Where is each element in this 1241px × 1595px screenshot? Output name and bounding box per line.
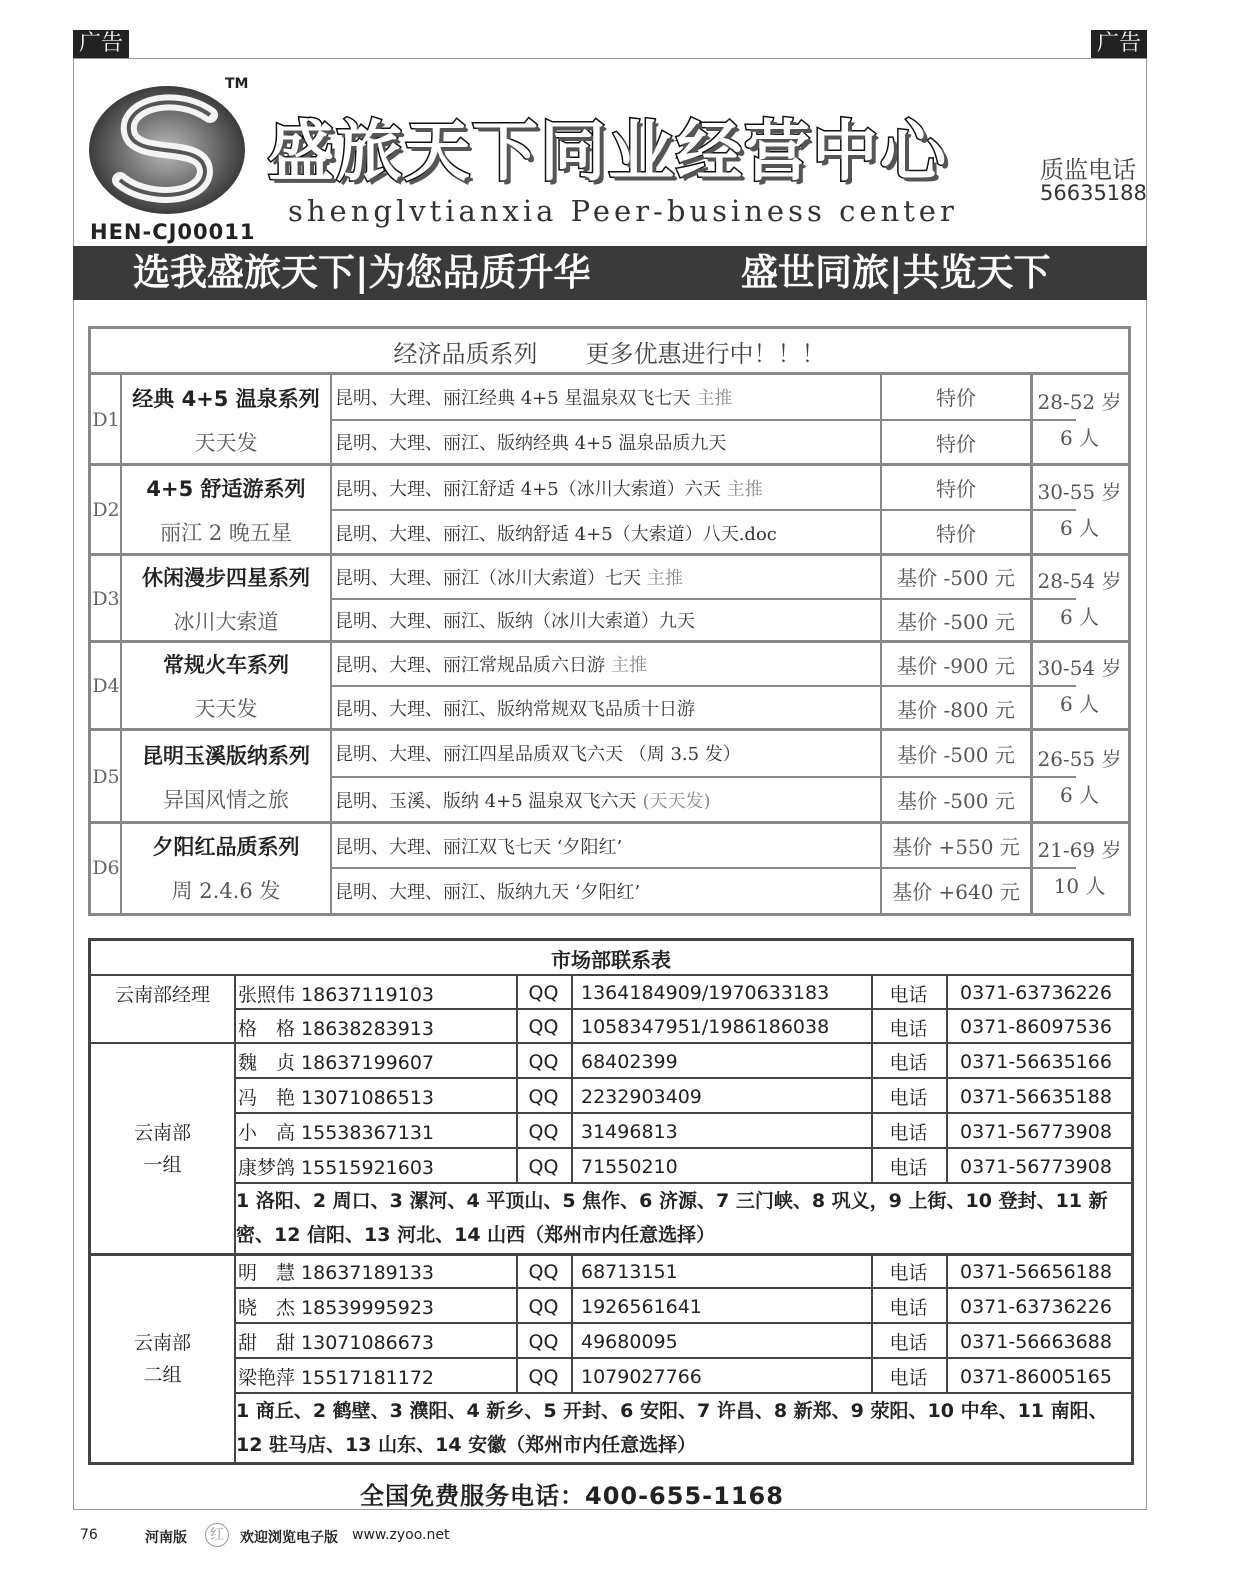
qq-number: 31496813 [581, 1120, 678, 1143]
table-rule [330, 555, 332, 642]
qq-label: QQ [528, 982, 559, 1004]
table-rule [880, 823, 882, 913]
group1-areas: 1 洛阳、2 周口、3 漯河、4 平顶山、5 焦作、6 济源、7 三门峡、8 巩义，9 上街、10 登封、11 新密、12 信阳、13 河北、14 山西（郑州市内任意选择） [236, 1190, 1108, 1246]
route-text: 昆明、大理、丽江、版纳常规双飞品质十日游 [335, 699, 695, 720]
route-price: 基价 +640 元 [892, 880, 1020, 904]
table-rule [91, 553, 1128, 556]
group-label-line: 云南部 [133, 1122, 191, 1144]
qq-label: QQ [528, 1155, 559, 1178]
table-rule [871, 1044, 873, 1079]
table-rule [571, 976, 573, 1010]
route-text: 昆明、大理、丽江经典 4+5 星温泉双飞七天 [335, 387, 691, 409]
route-item [331, 374, 881, 420]
tel-label: 电话 [889, 1052, 928, 1074]
series-code: D4 [92, 675, 120, 697]
table-rule [120, 730, 122, 823]
contact-name-phone: 梁艳萍 15517181172 [238, 1367, 435, 1389]
table-rule [946, 1044, 948, 1079]
tel-number: 0371-86005165 [960, 1365, 1112, 1388]
route-text: 昆明、大理、丽江、版纳经典 4+5 温泉品质九天 [335, 433, 727, 455]
contact-name-phone: 冯 艳 13071086513 [238, 1087, 435, 1109]
table-rule [880, 374, 882, 465]
contact-name-phone: 张照伟 18637119103 [238, 983, 435, 1006]
page-title: 盛旅天下同业经营中心 [268, 113, 948, 190]
route-text: 昆明、大理、丽江常规品质六日游 [335, 655, 605, 676]
table-rule [1030, 465, 1033, 555]
website-link[interactable]: www.zyoo.net [352, 1527, 450, 1543]
table-rule [516, 1149, 518, 1184]
qq-label: QQ [528, 1050, 559, 1073]
qq-number: 1058347951/1986186038 [581, 1016, 830, 1038]
route-tag: 主推 [647, 567, 683, 589]
age-range: 28-54 岁 [1037, 568, 1122, 593]
table-rule [571, 1359, 573, 1394]
series-name-cell [121, 374, 331, 465]
table-rule [516, 1079, 518, 1114]
swirl-logo-icon [85, 80, 255, 220]
group-size: 6 人 [1059, 516, 1100, 540]
route-price: 基价 -500 元 [897, 789, 1015, 814]
age-range: 30-55 岁 [1037, 480, 1122, 504]
series-name-cell [121, 642, 331, 730]
route-tag: 主推 [726, 478, 763, 500]
table-rule [571, 1254, 573, 1289]
group-size: 6 人 [1059, 604, 1100, 629]
qq-label: QQ [528, 1365, 559, 1388]
qq-number: 1926561641 [581, 1295, 702, 1318]
series-name: 昆明玉溪版纳系列 [142, 743, 310, 768]
table-rule [330, 374, 332, 465]
route-item [331, 555, 881, 599]
table-rule [516, 1359, 518, 1394]
qq-number: 68713151 [581, 1260, 678, 1283]
series-code: D2 [92, 499, 120, 521]
route-text: 昆明、大理、丽江双飞七天 ‘夕阳红’ [335, 836, 623, 858]
route-price: 基价 -800 元 [897, 697, 1015, 722]
series-name: 夕阳红品质系列 [152, 835, 300, 859]
table-rule [234, 976, 236, 1010]
route-item [331, 686, 881, 730]
contact-name-phone: 晓 杰 18539995923 [238, 1297, 435, 1319]
table-rule [516, 976, 518, 1010]
table-rule [571, 1324, 573, 1359]
group-size: 6 人 [1059, 692, 1100, 716]
qq-number: 2232903409 [581, 1085, 702, 1108]
series-name-cell [121, 823, 331, 913]
table-rule [1030, 642, 1033, 730]
route-price: 基价 -500 元 [897, 742, 1015, 767]
series-name-cell [121, 555, 331, 642]
contact-name-phone: 康梦鸽 15515921603 [238, 1157, 435, 1179]
group2-label [91, 1254, 234, 1464]
route-text: 昆明、大理、丽江四星品质双飞六天 （周 3.5 发） [335, 744, 741, 766]
tel-label: 电话 [889, 1332, 928, 1354]
table-rule [234, 1114, 236, 1149]
table-rule [330, 642, 332, 730]
route-tag: 主推 [696, 387, 733, 409]
qq-number: 1079027766 [581, 1365, 702, 1388]
table-rule [871, 1114, 873, 1149]
table-rule [880, 730, 882, 823]
age-people-cell [1031, 823, 1128, 913]
age-people-cell [1031, 730, 1128, 823]
route-item [331, 465, 881, 510]
table-rule [234, 1359, 236, 1394]
table-rule [330, 465, 332, 555]
group1-label [91, 1044, 234, 1254]
table-rule [946, 1289, 948, 1324]
age-range: 21-69 岁 [1037, 838, 1122, 862]
series-name: 4+5 舒适游系列 [146, 477, 306, 501]
contact-table-title: 市场部联系表 [551, 947, 671, 972]
route-price: 基价 -900 元 [897, 653, 1015, 678]
contact-name-phone: 魏 贞 18637199607 [238, 1052, 435, 1074]
qq-label: QQ [528, 1330, 559, 1353]
tel-label: 电话 [889, 1297, 928, 1319]
table-rule [871, 1324, 873, 1359]
slogan-right: 盛世同旅|共览天下 [741, 251, 1051, 294]
route-price: 特价 [936, 522, 976, 546]
tel-label: 电话 [889, 1122, 928, 1144]
table-rule [571, 1010, 573, 1044]
tel-number: 0371-56663688 [960, 1330, 1112, 1353]
route-text: 昆明、大理、丽江、版纳九天 ‘夕阳红’ [335, 881, 641, 903]
series-name-cell [121, 730, 331, 823]
series-name: 经典 4+5 温泉系列 [132, 386, 320, 411]
welcome-text: 欢迎浏览电子版 [240, 1530, 338, 1546]
group-label-line: 云南部 [133, 1332, 191, 1354]
table-rule [946, 1149, 948, 1184]
series-code: D5 [92, 765, 120, 788]
series-departure: 天天发 [194, 697, 258, 721]
qq-label: QQ [528, 1295, 559, 1318]
series-departure: 异国风情之旅 [163, 787, 289, 812]
route-item [331, 510, 881, 555]
table-rule [871, 1149, 873, 1184]
contact-name-phone: 明 慧 18637189133 [238, 1262, 435, 1284]
series-departure: 冰川大索道 [173, 609, 279, 634]
table-rule [91, 728, 1128, 731]
tel-number: 0371-56635166 [960, 1050, 1112, 1073]
table-rule [234, 1079, 236, 1114]
route-text: 昆明、大理、丽江（冰川大索道）七天 [335, 567, 641, 589]
qc-label: 质监电话 [1040, 156, 1136, 184]
series-departure: 天天发 [194, 430, 258, 455]
table-rule [946, 1324, 948, 1359]
table-rule [120, 555, 122, 642]
edition-badge-icon: 红 [205, 1523, 229, 1547]
table-rule [1030, 555, 1033, 642]
manager-label: 云南部经理 [114, 983, 210, 1006]
qc-phone: 56635188 [1040, 181, 1147, 205]
series-code: D3 [92, 587, 120, 610]
table-rule [1030, 730, 1033, 823]
route-price: 基价 +550 元 [892, 835, 1020, 859]
series-code: D1 [92, 408, 120, 431]
table-rule [120, 374, 122, 465]
group-label-line: 一组 [143, 1154, 182, 1176]
qq-label: QQ [528, 1016, 559, 1038]
route-item [331, 823, 881, 868]
tel-number: 0371-86097536 [960, 1016, 1112, 1038]
table-rule [234, 1149, 236, 1184]
qq-number: 49680095 [581, 1330, 678, 1353]
tel-label: 电话 [889, 1367, 928, 1389]
table-rule [516, 1010, 518, 1044]
table-rule [1030, 823, 1033, 913]
tel-number: 0371-63736226 [960, 982, 1112, 1004]
tel-label: 电话 [889, 983, 928, 1006]
series-departure: 丽江 2 晚五星 [160, 521, 292, 545]
table-rule [946, 1010, 948, 1044]
table-rule [871, 1359, 873, 1394]
table-rule [120, 823, 122, 913]
tel-number: 0371-56773908 [960, 1120, 1112, 1143]
table-rule [871, 1289, 873, 1324]
age-people-cell [1031, 555, 1128, 642]
series-departure: 周 2.4.6 发 [171, 879, 281, 903]
table-rule [571, 1289, 573, 1324]
route-text: 昆明、大理、丽江、版纳（冰川大索道）九天 [335, 611, 695, 633]
tel-number: 0371-56656188 [960, 1260, 1112, 1283]
route-item [331, 420, 881, 466]
page-number: 76 [80, 1527, 98, 1543]
table-rule [946, 976, 948, 1010]
route-item [331, 868, 881, 913]
tel-number: 0371-56635188 [960, 1085, 1112, 1108]
group-size: 10 人 [1053, 874, 1106, 898]
slogan-left: 选我盛旅天下|为您品质升华 [133, 251, 591, 294]
table-rule [880, 465, 882, 555]
tel-label: 电话 [889, 1262, 928, 1284]
table-rule [234, 1289, 236, 1324]
trademark-mark: TM [225, 76, 249, 92]
age-range: 30-54 岁 [1037, 656, 1122, 680]
product-table [88, 326, 1131, 916]
route-text: 昆明、大理、丽江舒适 4+5（冰川大索道）六天 [335, 478, 721, 500]
table-rule [946, 1114, 948, 1149]
ad-label-right: 广告 [1091, 30, 1147, 58]
route-price: 特价 [936, 477, 976, 501]
table-rule [571, 1114, 573, 1149]
qq-label: QQ [528, 1085, 559, 1108]
page-subtitle: shenglvtianxia Peer-business center [288, 194, 958, 228]
table-rule [946, 1359, 948, 1394]
qq-label: QQ [528, 1260, 559, 1283]
group-label-line: 二组 [143, 1364, 182, 1386]
table-rule [871, 976, 873, 1010]
tel-label: 电话 [889, 1017, 928, 1040]
route-tag: 主推 [611, 655, 647, 676]
series-code: D6 [92, 857, 120, 879]
table-rule [234, 1184, 236, 1254]
group-size: 6 人 [1059, 425, 1100, 450]
table-rule [571, 1079, 573, 1114]
table-rule [91, 821, 1128, 824]
table-rule [946, 1079, 948, 1114]
contact-name-phone: 格 格 18638283913 [238, 1017, 435, 1040]
series-name-cell [121, 465, 331, 555]
table-rule [871, 1010, 873, 1044]
slogan-banner [73, 246, 1147, 300]
tel-label: 电话 [889, 1157, 928, 1179]
qq-number: 71550210 [581, 1155, 678, 1178]
group2-areas: 1 商丘、2 鹤壁、3 濮阳、4 新乡、5 开封、6 安阳、7 许昌、8 新郑、9 荥阳、10 中牟、11 南阳、12 驻马店、13 山东、14 安徽（郑州市内任意选择） [236, 1400, 1108, 1456]
series-name: 常规火车系列 [163, 653, 289, 677]
table-rule [234, 1324, 236, 1359]
age-people-cell [1031, 374, 1128, 465]
route-item [331, 599, 881, 643]
route-price: 特价 [936, 386, 976, 411]
ad-label-left: 广告 [73, 30, 129, 58]
tel-number: 0371-63736226 [960, 1295, 1112, 1318]
table-rule [120, 642, 122, 730]
table-rule [516, 1114, 518, 1149]
tel-label: 电话 [889, 1087, 928, 1109]
table-rule [234, 1394, 236, 1464]
route-text: 昆明、玉溪、版纳 4+5 温泉双飞六天 [335, 790, 637, 812]
contact-name-phone: 甜 甜 13071086673 [238, 1332, 435, 1354]
table-rule [516, 1324, 518, 1359]
series-name: 休闲漫步四星系列 [142, 565, 310, 590]
table-rule [946, 1254, 948, 1289]
table-rule [91, 463, 1128, 466]
route-item [331, 642, 881, 686]
table-rule [516, 1289, 518, 1324]
route-price: 基价 -500 元 [897, 566, 1015, 591]
route-price: 基价 -500 元 [897, 609, 1015, 634]
table-rule [120, 465, 122, 555]
qq-number: 1364184909/1970633183 [581, 982, 830, 1004]
table-rule [234, 1254, 236, 1289]
table-rule [516, 1044, 518, 1079]
table-rule [571, 1149, 573, 1184]
route-item [331, 730, 881, 777]
table-rule [234, 1044, 236, 1079]
age-range: 26-55 岁 [1037, 746, 1122, 771]
qq-label: QQ [528, 1120, 559, 1143]
age-people-cell [1031, 642, 1128, 730]
table-rule [880, 642, 882, 730]
age-people-cell [1031, 465, 1128, 555]
table-rule [234, 1010, 236, 1044]
table-rule [871, 1079, 873, 1114]
table-rule [330, 823, 332, 913]
contact-name-phone: 小 高 15538367131 [238, 1122, 435, 1144]
license-number: HEN-CJ00011 [90, 220, 256, 244]
route-price: 特价 [936, 431, 976, 456]
table-rule [91, 640, 1128, 643]
table-rule [571, 1044, 573, 1079]
route-tag: (天天发) [642, 790, 711, 812]
age-range: 28-52 岁 [1037, 389, 1122, 414]
tel-number: 0371-56773908 [960, 1155, 1112, 1178]
product-table-header: 经济品质系列 更多优惠进行中！！！ [393, 340, 826, 368]
table-rule [880, 555, 882, 642]
route-text: 昆明、大理、丽江、版纳舒适 4+5（大索道）八天.doc [335, 523, 777, 545]
table-rule [330, 730, 332, 823]
route-item [331, 777, 881, 824]
hotline: 全国免费服务电话：400-655-1168 [360, 1482, 784, 1510]
table-rule [516, 1254, 518, 1289]
qq-number: 68402399 [581, 1050, 678, 1073]
table-rule [1030, 374, 1033, 465]
group-size: 6 人 [1059, 782, 1100, 807]
edition-label: 河南版 [145, 1530, 187, 1546]
contact-table [88, 938, 1134, 1465]
table-rule [871, 1254, 873, 1289]
